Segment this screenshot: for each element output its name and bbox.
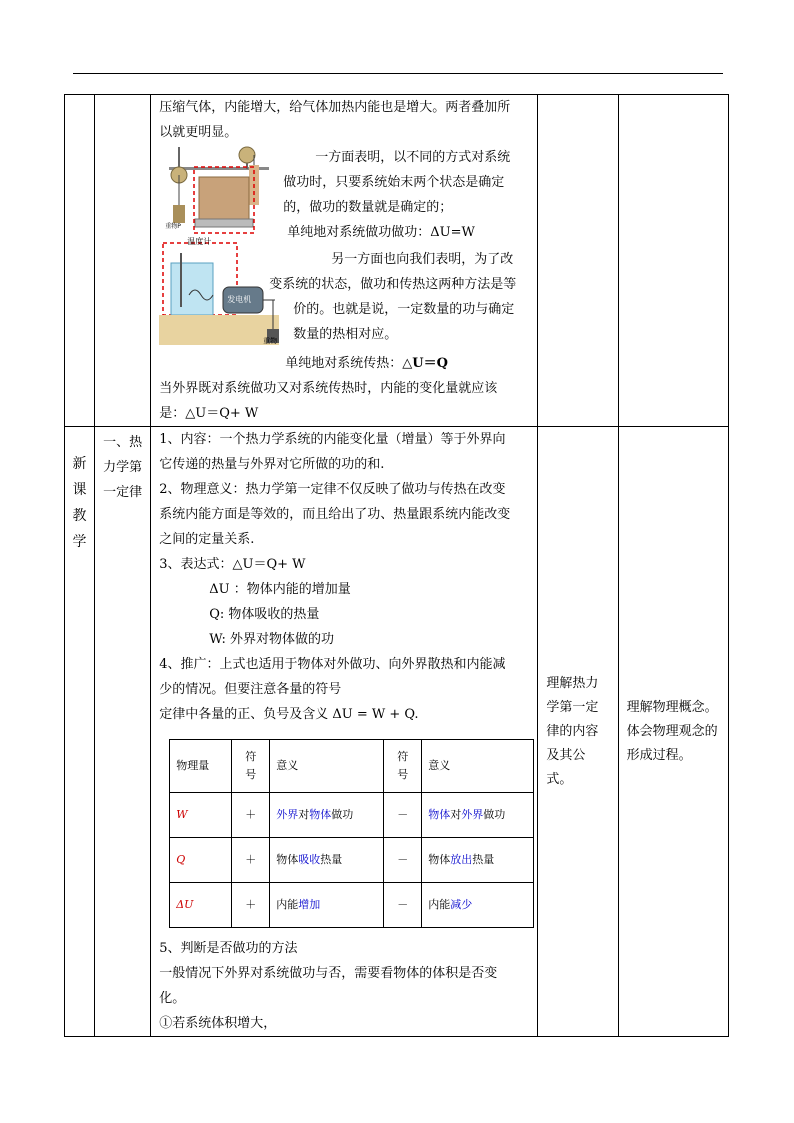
- subsection-title: 一、热力学第一定律: [103, 435, 143, 500]
- text-line: 以就更明显。: [159, 125, 238, 140]
- text-line: 少的情况。但要注意各量的符号: [159, 682, 342, 697]
- text-line: 数量的热相对应。: [293, 327, 398, 342]
- sign-cell: ＋: [232, 838, 270, 883]
- note-text: 理解物理概念。体会物理观念的形成过程。: [626, 699, 718, 763]
- content-cell: [151, 95, 538, 427]
- note-cell: [618, 427, 728, 1037]
- quantity-cell: ΔU: [170, 883, 232, 928]
- text-line: 变系统的状态，做功和传热这两种方法是等: [269, 277, 517, 292]
- text-line: [159, 351, 531, 376]
- goal-cell: [538, 427, 618, 1037]
- sign-cell: ＋: [232, 793, 270, 838]
- text-line: 4、推广：上式也适用于物体对外做功、向外界散热和内能减: [159, 657, 506, 672]
- text-line: 另一方面也向我们表明，为了改: [331, 252, 514, 267]
- label-weight-small: 重物P: [165, 223, 181, 230]
- meaning-cell: 内能增加: [270, 883, 384, 928]
- text-line: 当外界既对系统做功又对系统传热时，内能的变化量就应该: [159, 381, 498, 396]
- table-row: [170, 793, 534, 838]
- text-line: 1、内容：一个热力学系统的内能变化量（增量）等于外界向: [159, 432, 506, 447]
- label-generator: 发电机: [227, 295, 252, 304]
- text-line: 一方面表明，以不同的方式对系统: [315, 150, 511, 165]
- meaning-cell: 物体放出热量: [422, 838, 534, 883]
- text-line: 价的。也就是说，一定数量的功与确定: [293, 302, 515, 317]
- text-line: 定律中各量的正、负号及含义 ΔU = W + Q.: [159, 707, 419, 722]
- empty-cell: [618, 95, 728, 427]
- text-line: ①若系统体积增大，: [159, 1016, 277, 1031]
- definition-line: ΔU ：物体内能的增加量: [209, 582, 351, 597]
- label-weight: 重物: [263, 337, 278, 345]
- empty-cell: [65, 95, 95, 427]
- sign-cell: －: [384, 838, 422, 883]
- heat-formula: △U＝Q: [402, 356, 448, 371]
- section-label-cell: [65, 427, 95, 1037]
- definition-line: Q: 物体吸收的热量: [209, 607, 320, 622]
- table-row: [65, 95, 729, 427]
- text-line: 之间的定量关系.: [159, 532, 255, 547]
- text-line: 是：△U＝Q+ W: [159, 406, 259, 421]
- table-header-row: [170, 740, 534, 793]
- text-line: 单纯地对系统做功做功：ΔU=W: [287, 225, 475, 240]
- lesson-table: [64, 94, 729, 1037]
- header-cell: 意义: [422, 740, 534, 793]
- table-row: [170, 838, 534, 883]
- subsection-cell: [95, 427, 151, 1037]
- text-line: 压缩气体，内能增大，给气体加热内能也是增大。两者叠加所: [159, 100, 511, 115]
- text-line: 一般情况下外界对系统做功与否，需要看物体的体积是否变: [159, 966, 498, 981]
- heat-prefix: 单纯地对系统传热：: [285, 356, 403, 371]
- header-cell: 符号: [384, 740, 422, 793]
- quantity-cell: W: [170, 793, 232, 838]
- table-row: [170, 883, 534, 928]
- definition-line: W: 外界对物体做的功: [209, 632, 334, 647]
- header-rule: [73, 73, 723, 74]
- header-cell: 意义: [270, 740, 384, 793]
- text-line: 做功时，只要系统始末两个状态是确定: [283, 175, 505, 190]
- text-line: 的，做功的数量就是确定的；: [283, 200, 453, 215]
- meaning-cell: 物体吸收热量: [270, 838, 384, 883]
- text-line: 3、表达式：△U＝Q+ W: [159, 557, 306, 572]
- text-line: 5、判断是否做功的方法: [159, 941, 298, 956]
- sign-cell: －: [384, 793, 422, 838]
- text-line: 化。: [159, 991, 186, 1006]
- sign-cell: ＋: [232, 883, 270, 928]
- table-row: [65, 427, 729, 1037]
- joule-apparatus-figure: [159, 145, 279, 350]
- section-label: 新课教学: [72, 456, 87, 550]
- header-cell: 符号: [232, 740, 270, 793]
- text-line: 系统内能方面是等效的，而且给出了功、热量跟系统内能改变: [159, 507, 511, 522]
- sign-table: [169, 739, 534, 928]
- meaning-cell: 外界对物体做功: [270, 793, 384, 838]
- text-line: 2、物理意义：热力学第一定律不仅反映了做功与传热在改变: [159, 482, 506, 497]
- quantity-cell: Q: [170, 838, 232, 883]
- figure-block: [159, 145, 531, 351]
- goal-text: 理解热力学第一定律的内容及其公式。: [546, 675, 599, 787]
- meaning-cell: 物体对外界做功: [422, 793, 534, 838]
- meaning-cell: 内能减少: [422, 883, 534, 928]
- empty-cell: [95, 95, 151, 427]
- content-cell: [151, 427, 538, 1037]
- sign-cell: －: [384, 883, 422, 928]
- text-line: 它传递的热量与外界对它所做的功的和.: [159, 457, 385, 472]
- empty-cell: [538, 95, 618, 427]
- label-thermometer: 温度计: [187, 237, 212, 246]
- header-cell: 物理量: [170, 740, 232, 793]
